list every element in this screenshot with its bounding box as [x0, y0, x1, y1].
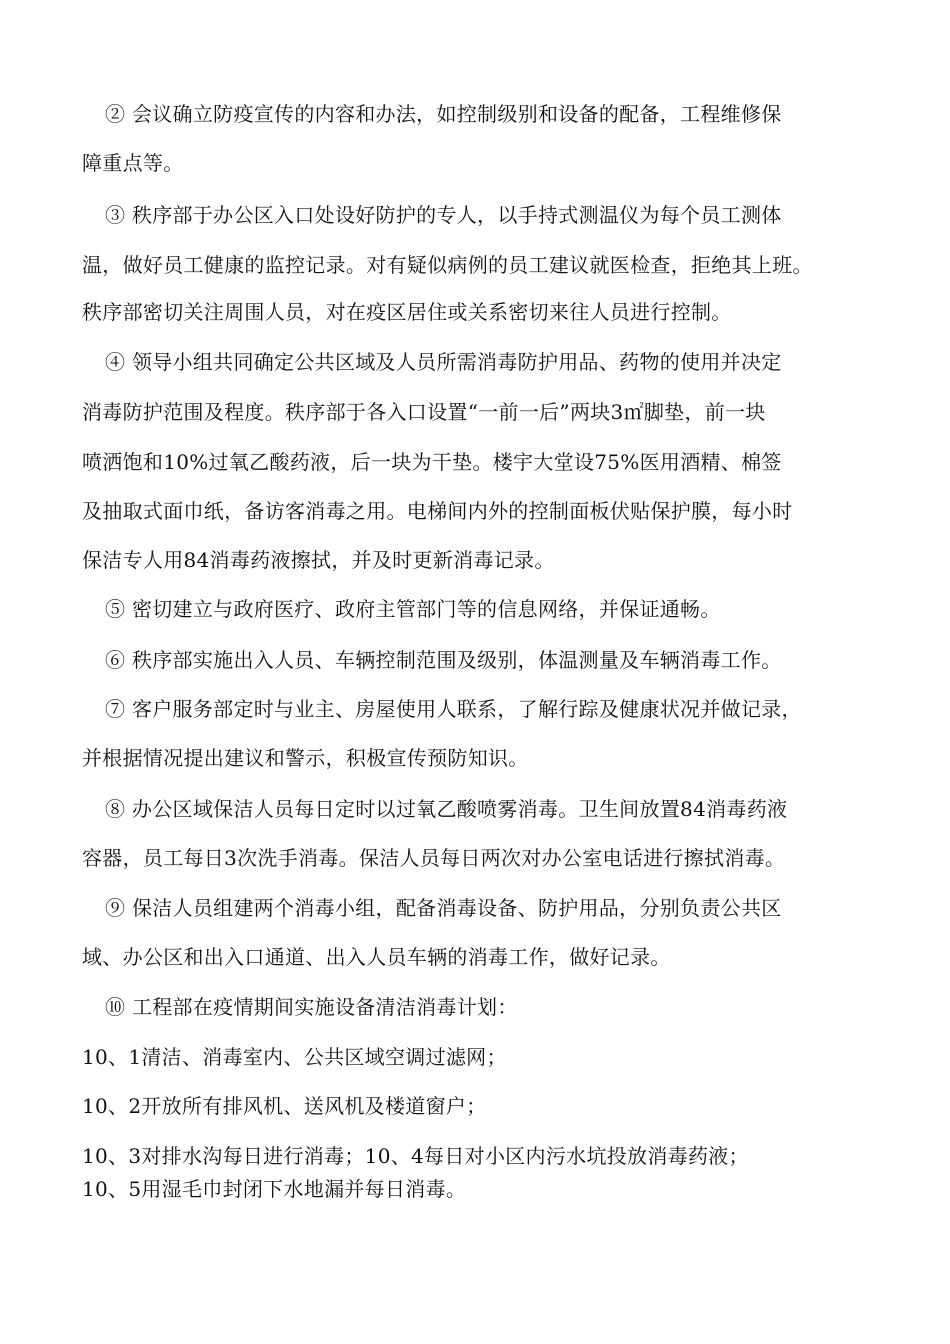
para-7-line-1: ⑦ 客户服务部定时与业主、房屋使用人联系，了解行踪及健康状况并做记录， — [105, 697, 802, 721]
para-8-line-1: ⑧ 办公区域保洁人员每日定时以过氧乙酸喷雾消毒。卫生间放置84消毒药液 — [105, 797, 788, 821]
para-9-line-1: ⑨ 保洁人员组建两个消毒小组，配备消毒设备、防护用品，分别负责公共区 — [105, 896, 782, 920]
para-10-line-1: ⑩ 工程部在疫情期间实施设备清洁消毒计划： — [105, 995, 518, 1019]
para-4-line-4: 及抽取式面巾纸，备访客消毒之用。电梯间内外的控制面板伏贴保护膜，每小时 — [82, 499, 793, 523]
para-2-line-1: ② 会议确立防疫宣传的内容和办法，如控制级别和设备的配备，工程维修保 — [105, 102, 782, 126]
para-5-line-1: ⑤ 密切建立与政府医疗、政府主管部门等的信息网络，并保证通畅。 — [105, 597, 721, 621]
para-9-line-2: 域、办公区和出入口通道、出入人员车辆的消毒工作，做好记录。 — [82, 945, 671, 969]
para-4-line-3: 喷洒饱和10%过氧乙酸药液，后一块为干垫。楼宇大堂设75%医用酒精、棉签 — [82, 450, 782, 474]
para-3-line-2: 温，做好员工健康的监控记录。对有疑似病例的员工建议就医检查，拒绝其上班。 — [82, 253, 813, 277]
para-6-line-1: ⑥ 秩序部实施出入人员、车辆控制范围及级别，体温测量及车辆消毒工作。 — [105, 648, 782, 672]
item-10-3-and-10-4: 10、3对排水沟每日进行消毒；10、4每日对小区内污水坑投放消毒药液； — [82, 1144, 749, 1168]
item-10-1: 10、1清洁、消毒室内、公共区域空调过滤网； — [82, 1045, 507, 1069]
para-4-line-5: 保洁专人用84消毒药液擦拭，并及时更新消毒记录。 — [82, 548, 555, 572]
item-10-5: 10、5用湿毛巾封闭下水地漏并每日消毒。 — [82, 1177, 467, 1201]
para-3-line-3: 秩序部密切关注周围人员，对在疫区居住或关系密切来往人员进行控制。 — [82, 300, 732, 324]
para-3-line-1: ③ 秩序部于办公区入口处设好防护的专人，以手持式测温仪为每个员工测体 — [105, 203, 782, 227]
item-10-2: 10、2开放所有排风机、送风机及楼道窗户； — [82, 1094, 487, 1118]
para-2-line-2: 障重点等。 — [82, 151, 184, 175]
para-8-line-2: 容器，员工每日3次洗手消毒。保洁人员每日两次对办公室电话进行擦拭消毒。 — [82, 846, 786, 870]
para-4-line-2: 消毒防护范围及程度。秩序部于各入口设置“一前一后”两块3㎡脚垫，前一块 — [82, 400, 766, 424]
para-4-line-1: ④ 领导小组共同确定公共区域及人员所需消毒防护用品、药物的使用并决定 — [105, 350, 782, 374]
para-7-line-2: 并根据情况提出建议和警示，积极宣传预防知识。 — [82, 746, 529, 770]
